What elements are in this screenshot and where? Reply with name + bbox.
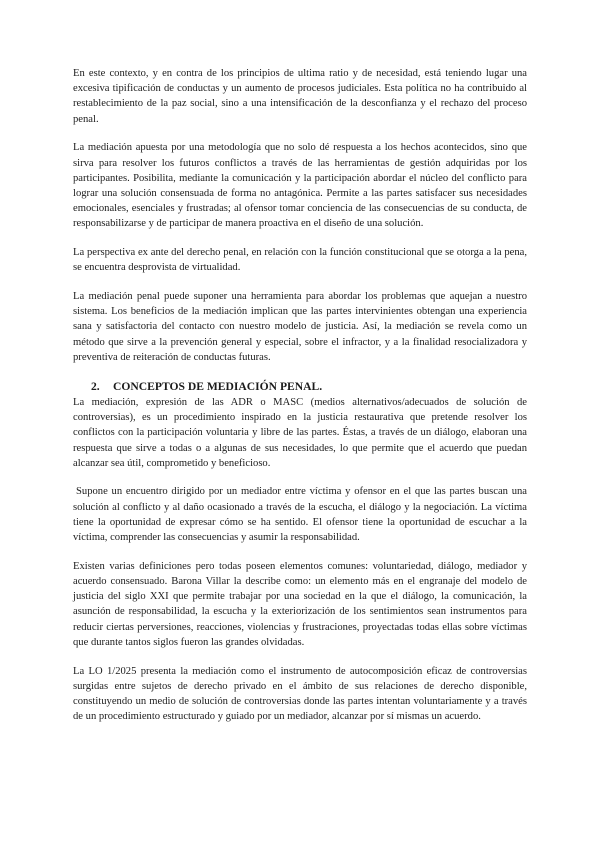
paragraph-perspective: La perspectiva ex ante del derecho penal, en relación con la función constitucional que se otorga a la pena, se encuentra desprovista de virtualidad.: [73, 247, 527, 274]
section-title: CONCEPTOS DE MEDIACIÓN PENAL.: [113, 379, 323, 393]
paragraph-definition: La mediación, expresión de las ADR o MASC (medios alternativos/adecuados de solución de controversias), es un procedimiento inspirado en la justicia restaurativa que pretende resolver los conflictos con la participación voluntaria y libre de las partes. Éstas, a través de un diálogo, elaboran una respuesta que sirve a todas o a algunas de sus necesidades, lo que permite que el acuerdo que puedan alcanzar sea útil, comprometido y beneficioso.: [73, 396, 527, 469]
paragraph-encounter: Supone un encuentro dirigido por un mediador entre víctima y ofensor en el que las partes buscan una solución al conflicto y al daño ocasionado a través de la escucha, el diálogo y la negociación. La víctima tiene la oportunidad de expresar cómo se ha sentido. El ofensor tiene la oportunidad de escuchar a la víctima, comprender las consecuencias y asumir la responsabilidad.: [73, 486, 527, 544]
paragraph-benefits: La mediación penal puede suponer una herramienta para abordar los problemas que aquejan a nuestro sistema. Los beneficios de la mediación implican que las partes intervinientes obtengan una experiencia sana y satisfactoria del contacto con nuestro modelo de justicia. Así, la mediación se revela como un método que sirve a la prevención general y especial, sobre el infractor, y a la finalidad resocializadora y preventiva de reiteración de conductas futuras.: [73, 290, 527, 363]
paragraph-context: En este contexto, y en contra de los principios de ultima ratio y de necesidad, está teniendo lugar una excesiva tipificación de conductas y un aumento de procesos judiciales. Esta política no ha contribuido al restablecimiento de la paz social, sino a una intensificación de la desconfianza y el rechazo del proceso penal.: [73, 68, 527, 125]
section-heading: [73, 379, 527, 395]
paragraph-methodology: La mediación apuesta por una metodología que no solo dé respuesta a los hechos acontecidos, sino que sirva para resolver los futuros conflictos a través de las herramientas de gestión adquiridas por los participantes. Posibilita, mediante la comunicación y la participación abordar el núcleo del conflicto para lograr una solución consensuada de forma no antagónica. Permite a las partes satisfacer sus necesidades emocionales, esenciales y frustradas; al ofensor tomar conciencia de las consecuencias de su conducta, de responsabilizarse y de participar de manera proactiva en el diseño de una solución.: [73, 142, 527, 230]
paragraph-lo-2025: La LO 1/2025 presenta la mediación como el instrumento de autocomposición eficaz de controversias surgidas entre sujetos de derecho privado en el ámbito de sus relaciones de derecho disponible, constituyendo un medio de solución de controversias donde las partes intentan voluntariamente y a través de un procedimiento estructurado y guiado por un mediador, alcanzar por sí mismas un acuerdo.: [73, 665, 527, 723]
section-number: 2.: [91, 379, 100, 393]
paragraph-common-elements: Existen varias definiciones pero todas poseen elementos comunes: voluntariedad, diálogo, mediador y acuerdo consensuado. Barona Villar la describe como: un elemento más en el engranaje del modelo de justicia del siglo XXI que permite trabajar por una sociedad en la que el diálogo, la comunicación, la asunción de responsabilidad, la escucha y la exteriorización de los sentimientos sean instrumentos para reducir ciertas perversiones, reacciones, violencias y frustraciones, proyectadas todas ellas sobre víctimas que durante tantos siglos fueron las grandes olvidadas.: [73, 560, 527, 648]
document-page: [73, 66, 527, 738]
